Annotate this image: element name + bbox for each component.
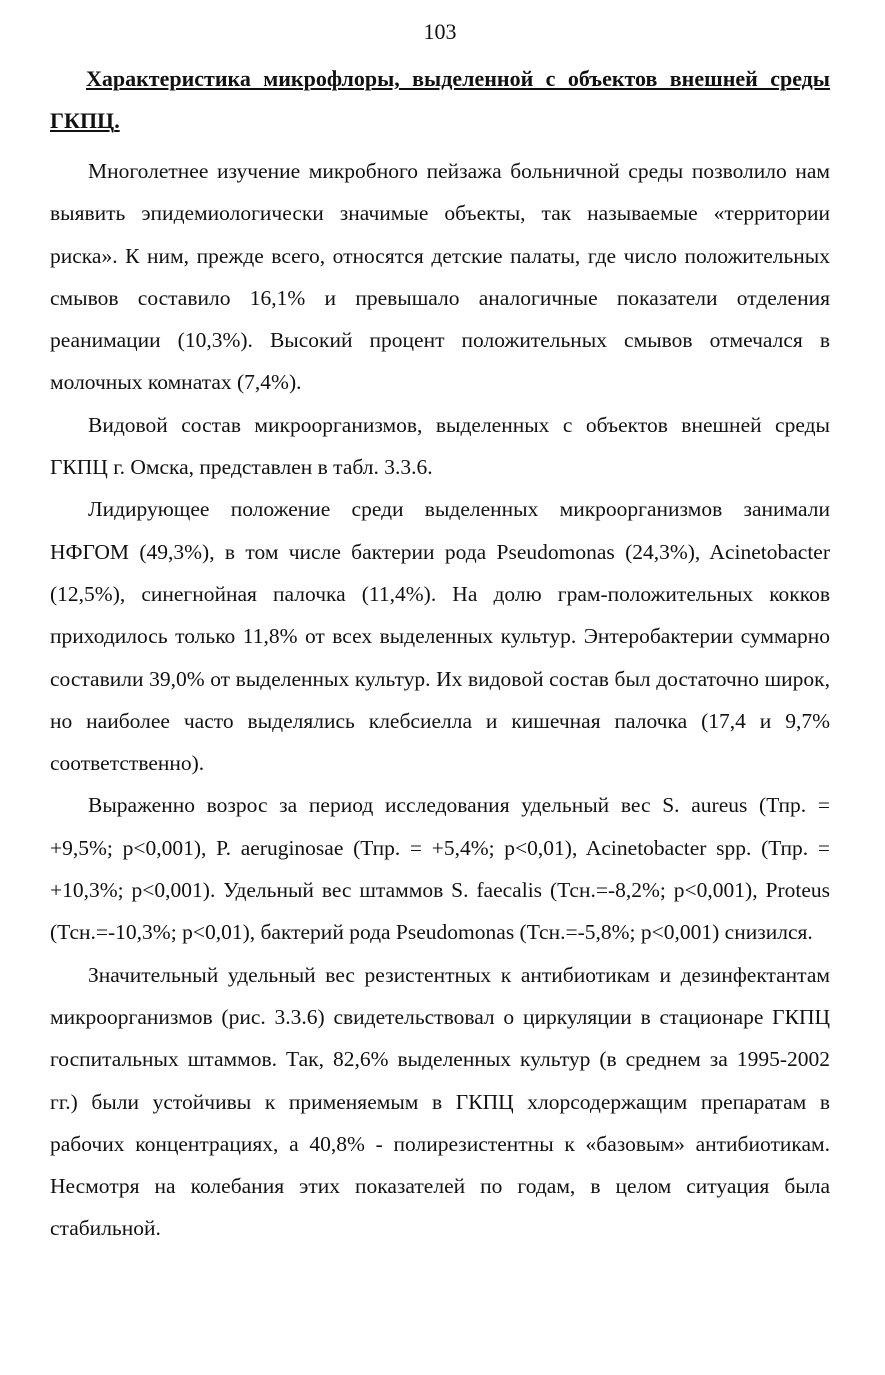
document-page bbox=[50, 18, 830, 1250]
section-heading-text: Характеристика микрофлоры, выделенной с объектов внешней среды ГКПЦ bbox=[50, 66, 830, 133]
paragraph-5: Значительный удельный вес резистентных к антибиотикам и дезинфектантам микроорганизмов (рис. 3.3.6) свидетельствовал о циркуляции в стационаре ГКПЦ госпитальных штаммов. Так, 82,6% выделенных культур (в среднем за 1995-2002 гг.) были устойчивы к применяемым в ГКПЦ хлорсодержащим препаратам в рабочих концентрациях, а 40,8% - полирезистентны к «базовым» антибиотикам. Несмотря на колебания этих показателей по годам, в целом ситуация была стабильной. bbox=[50, 962, 830, 1241]
paragraph-3: Лидирующее положение среди выделенных микроорганизмов занимали НФГОМ (49,3%), в том числе бактерии рода Pseudomonas (24,3%), Acinetobacter (12,5%), синегнойная палочка (11,4%). На долю грам-положительных кокков приходилось только 11,8% от всех выделенных культур. Энтеробактерии суммарно составили 39,0% от выделенных культур. Их видовой состав был достаточно широк, но наиболее часто выделялись клебсиелла и кишечная палочка (17,4 и 9,7% соответственно). bbox=[50, 497, 830, 776]
paragraph-4: Выраженно возрос за период исследования удельный вес S. aureus (Тпр. = +9,5%; p<0,001), P. aeruginosae (Тпр. = +5,4%; p<0,01), Acinetobacter spp. (Тпр. = +10,3%; p<0,001). Удельный вес штаммов S. faecalis (Тсн.=-8,2%; p<0,001), Proteus (Тсн.=-10,3%; p<0,01), бактерий рода Pseudomonas (Тсн.=-5,8%; p<0,001) снизился. bbox=[50, 793, 830, 945]
section-heading-tail: . bbox=[114, 108, 120, 133]
paragraph-2: Видовой состав микроорганизмов, выделенных с объектов внешней среды ГКПЦ г. Омска, представлен в табл. 3.3.6. bbox=[50, 412, 830, 480]
section-heading bbox=[50, 58, 830, 142]
paragraph-1: Многолетнее изучение микробного пейзажа больничной среды позволило нам выявить эпидемиологически значимые объекты, так называемые «территории риска». К ним, прежде всего, относятся детские палаты, где число положительных смывов составило 16,1% и превышало аналогичные показатели отделения реанимации (10,3%). Высокий процент положительных смывов отмечался в молочных комнатах (7,4%). bbox=[50, 159, 830, 395]
page-number: 103 bbox=[423, 19, 457, 44]
